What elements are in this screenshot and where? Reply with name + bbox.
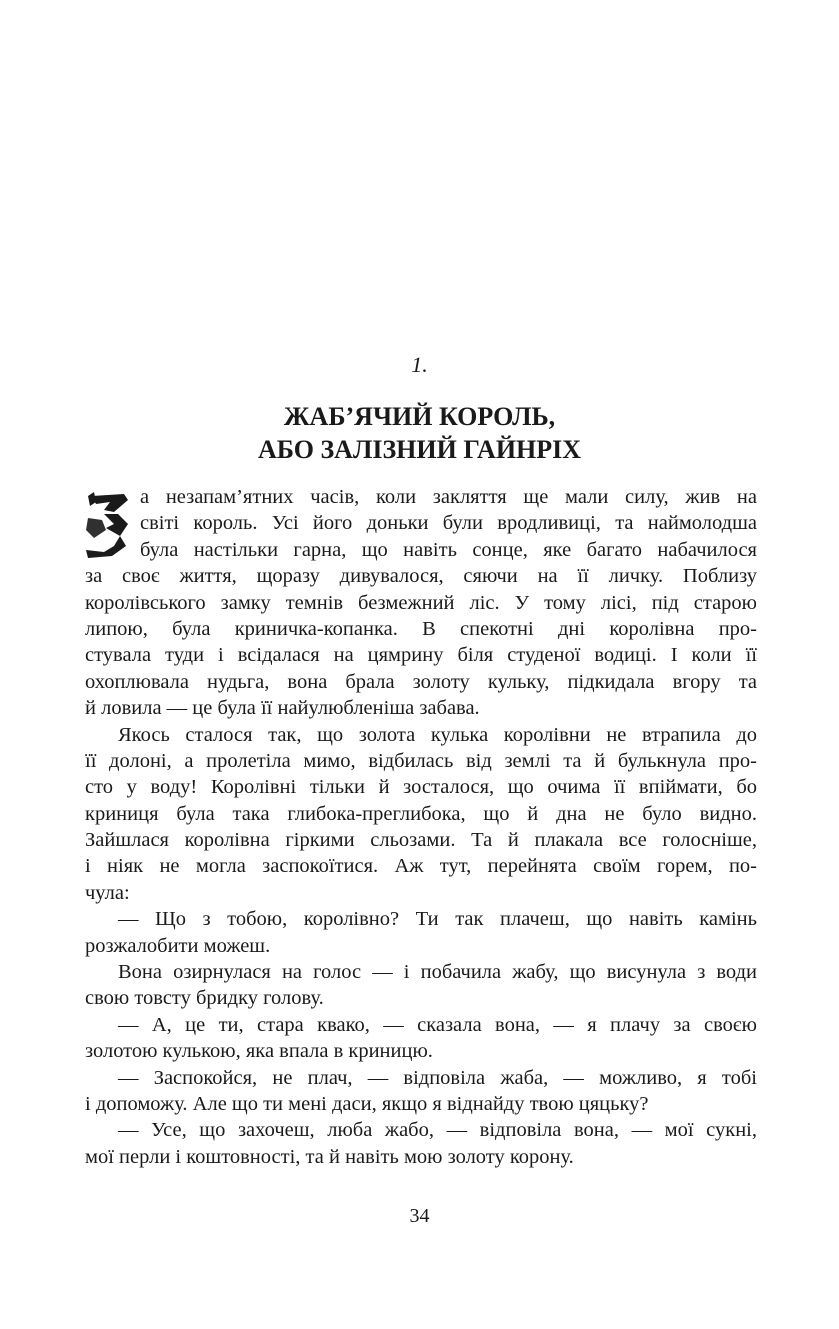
text-line: свою товсту бридку голову. [85, 987, 324, 1010]
text-line: криниця була така глибока-преглибока, що й дна не було видно. [85, 802, 757, 825]
text-line: стувала туди і всідалася на цямрину біля студеної водиці. І коли її [85, 644, 757, 667]
text-line: мої перли і коштовності, та й навіть мою золоту корону. [85, 1145, 574, 1168]
text-line: королівського замку темнів безмежний ліс. У тому лісі, під старою [85, 591, 757, 614]
text-line: — Що з тобою, королівно? Ти так плачеш, що навіть камінь [118, 908, 757, 931]
text-line: — Усе, що захочеш, люба жабо, — відповіла вона, — мої сукні, [118, 1119, 757, 1142]
text-line: світі король. Усі його доньки були вродливиці, та наймолодша [140, 512, 757, 535]
text-line: Вона озирнулася на голос — і побачила жабу, що висунула з води [118, 961, 757, 984]
text-line: чула: [85, 881, 130, 904]
text-line: і допоможу. Але що ти мені даси, якщо я віднайду твою цяцьку? [85, 1092, 649, 1115]
text-line: — Заспокойся, не плач, — відповіла жаба, — можливо, я тобі [118, 1066, 757, 1089]
text-line: й ловила — це була її найулюбленіша забава. [85, 697, 480, 720]
text-line: Зайшлася королівна гіркими сльозами. Та й плакала все голосніше, [85, 829, 757, 852]
text-line: золотою кулькою, яка впала в криницю. [85, 1040, 433, 1063]
chapter-title-line-1: ЖАБ’ЯЧИЙ КОРОЛЬ, [283, 402, 556, 431]
page-number: 34 [409, 1205, 430, 1227]
text-line: а незапам’ятних часів, коли закляття ще мали силу, жив на [140, 486, 757, 508]
text-line: була настільки гарна, що навіть сонце, яке багато набачилося [140, 538, 757, 561]
text-line: липою, була криничка-копанка. В спекотні дні королівна про- [85, 617, 757, 640]
text-line: Якось сталося так, що золота кулька королівни не втрапила до [118, 723, 757, 746]
chapter-title-line-2: АБО ЗАЛІЗНИЙ ГАЙНРІХ [257, 435, 582, 464]
chapter-number: 1. [411, 352, 428, 377]
text-line: за своє життя, щоразу дивувалося, сяючи на її личку. Поблизу [85, 565, 757, 588]
text-line: охоплювала нудьга, вона брала золоту кульку, підкидала вгору та [85, 670, 757, 693]
text-line: і ніяк не могла заспокоїтися. Аж тут, перейнята своїм горем, по- [85, 855, 757, 878]
body-text [85, 484, 757, 1170]
text-line: сто у воду! Королівні тільки й зосталося, що очима її впіймати, бо [85, 776, 757, 799]
text-line: — А, це ти, стара квако, — сказала вона, — я плачу за своєю [118, 1013, 757, 1036]
text-line: її долоні, а пролетіла мимо, відбилась від землі та й булькнула про- [85, 749, 757, 772]
text-line: розжалобити можеш. [85, 934, 271, 957]
chapter-title [0, 400, 839, 466]
